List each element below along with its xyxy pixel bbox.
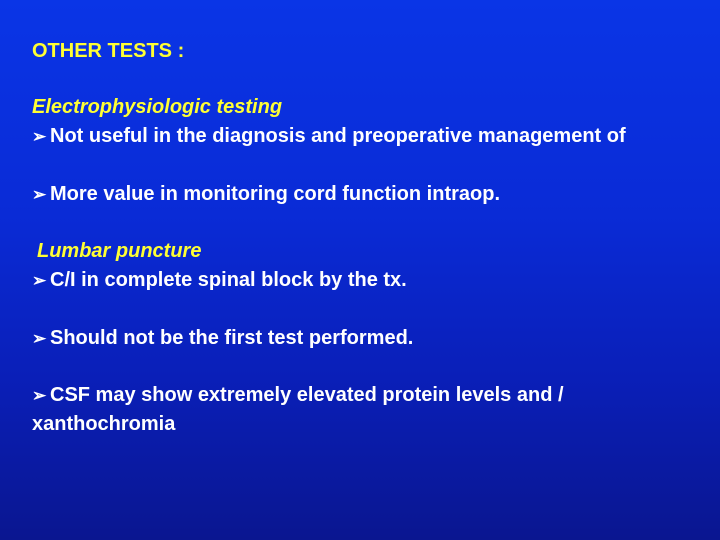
arrow-bullet-icon: ➢ (32, 329, 47, 348)
arrow-bullet-icon: ➢ (32, 271, 47, 290)
bullet-text: Should not be the first test performed. (50, 327, 414, 349)
bullet-text: C/I in complete spinal block by the tx. (50, 269, 407, 291)
slide-title: OTHER TESTS : (32, 40, 185, 62)
bullet-item (32, 124, 626, 149)
bullet-text: CSF may show extremely elevated protein levels and / (50, 384, 564, 406)
bullet-text: Not useful in the diagnosis and preoperative management of (50, 125, 626, 147)
section-heading-electrophysiologic: Electrophysiologic testing (32, 96, 283, 118)
arrow-bullet-icon: ➢ (32, 386, 47, 405)
section-heading-lumbar-puncture: Lumbar puncture (37, 240, 202, 262)
bullet-item (32, 182, 500, 207)
bullet-text: More value in monitoring cord function intraop. (50, 183, 500, 205)
bullet-continuation-text: xanthochromia (32, 413, 176, 435)
arrow-bullet-icon: ➢ (32, 185, 47, 204)
bullet-item (32, 268, 407, 293)
bullet-item (32, 326, 413, 351)
bullet-item (32, 383, 564, 408)
arrow-bullet-icon: ➢ (32, 127, 47, 146)
